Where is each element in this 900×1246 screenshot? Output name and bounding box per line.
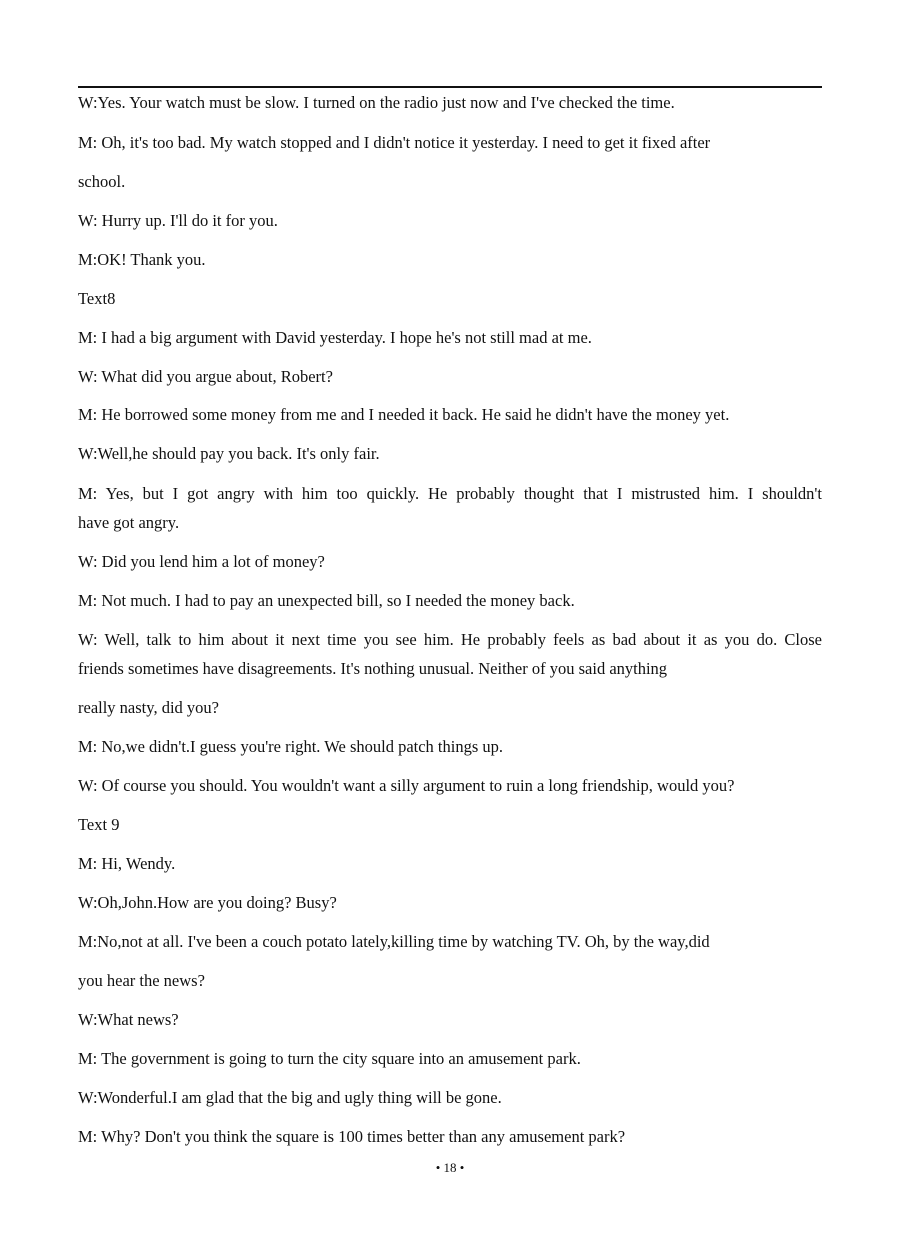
dialogue-line: W: Well, talk to him about it next time you see him. He probably feels as bad about it as you do. Close	[78, 630, 822, 649]
dialogue-line: friends sometimes have disagreements. It's nothing unusual. Neither of you said anything	[78, 659, 668, 678]
dialogue-line: M: Why? Don't you think the square is 100 times better than any amusement park?	[78, 1127, 626, 1146]
section-heading-text9: Text 9	[78, 815, 120, 834]
dialogue-line: W:What news?	[78, 1010, 179, 1029]
dialogue-line: school.	[78, 172, 126, 191]
dialogue-line: really nasty, did you?	[78, 698, 219, 717]
section-heading-text8: Text8	[78, 289, 116, 308]
dialogue-line: W:Well,he should pay you back. It's only fair.	[78, 444, 380, 463]
dialogue-line: M: I had a big argument with David yesterday. I hope he's not still mad at me.	[78, 328, 592, 347]
dialogue-line: have got angry.	[78, 513, 180, 532]
dialogue-line: W: What did you argue about, Robert?	[78, 367, 333, 386]
header-rule	[78, 86, 822, 88]
dialogue-line: M: Yes, but I got angry with him too quickly. He probably thought that I mistrusted him. I shouldn't	[78, 484, 822, 503]
dialogue-line: W: Of course you should. You wouldn't want a silly argument to ruin a long friendship, would you?	[78, 776, 735, 795]
dialogue-line: W: Did you lend him a lot of money?	[78, 552, 325, 571]
dialogue-line: you hear the news?	[78, 971, 205, 990]
dialogue-line: M: No,we didn't.I guess you're right. We should patch things up.	[78, 737, 504, 756]
dialogue-line: M: Not much. I had to pay an unexpected bill, so I needed the money back.	[78, 591, 575, 610]
dialogue-line: M: The government is going to turn the city square into an amusement park.	[78, 1049, 581, 1068]
dialogue-line: M: Oh, it's too bad. My watch stopped and I didn't notice it yesterday. I need to get it fixed after	[78, 133, 711, 152]
dialogue-line: M: Hi, Wendy.	[78, 854, 176, 873]
dialogue-line: W:Wonderful.I am glad that the big and ugly thing will be gone.	[78, 1088, 502, 1107]
dialogue-line: M:OK! Thank you.	[78, 250, 206, 269]
dialogue-line: M: He borrowed some money from me and I needed it back. He said he didn't have the money yet.	[78, 405, 730, 424]
page-number: • 18 •	[435, 1160, 465, 1175]
dialogue-line: M:No,not at all. I've been a couch potato lately,killing time by watching TV. Oh, by the way,did	[78, 932, 710, 951]
dialogue-line: W:Yes. Your watch must be slow. I turned on the radio just now and I've checked the time.	[78, 93, 675, 112]
dialogue-line: W: Hurry up. I'll do it for you.	[78, 211, 278, 230]
dialogue-line: W:Oh,John.How are you doing? Busy?	[78, 893, 337, 912]
